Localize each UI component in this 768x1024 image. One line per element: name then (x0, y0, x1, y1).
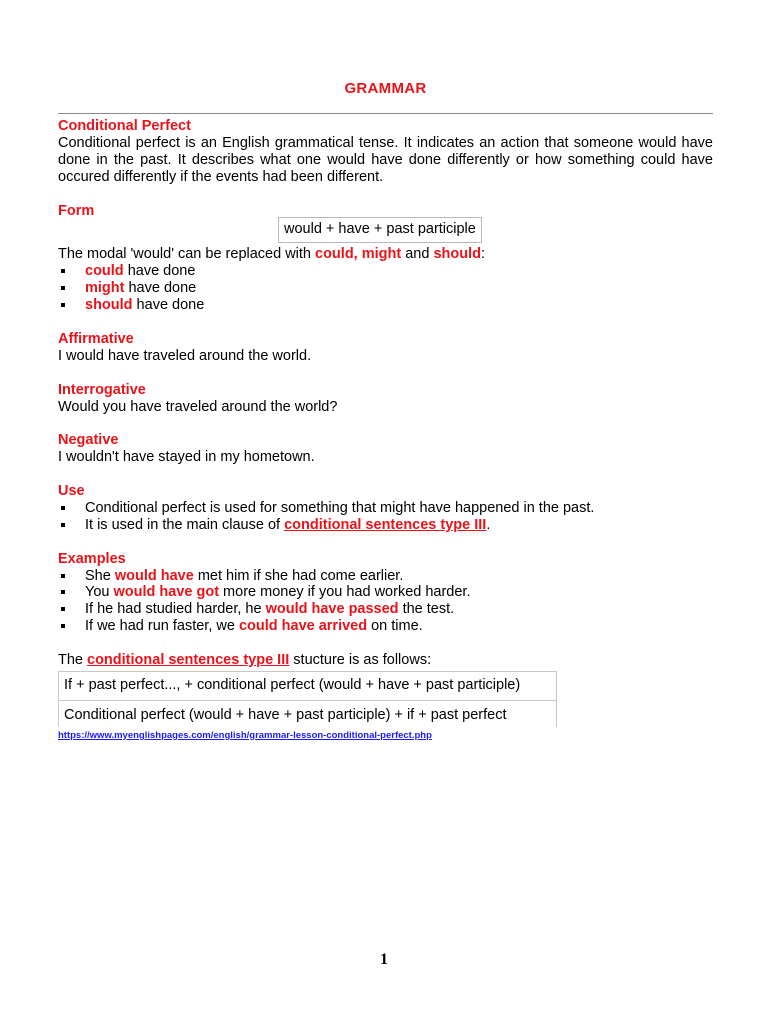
list-item: should have done (58, 297, 713, 314)
section-heading-conditional-perfect: Conditional Perfect (58, 118, 191, 134)
form-formula-box: would + have + past participle (278, 217, 482, 243)
body-text (58, 118, 713, 745)
form-formula-row (58, 219, 713, 246)
conditional-type-3-link[interactable]: conditional sentences type III (284, 516, 487, 533)
page-number: 1 (380, 951, 388, 968)
section-heading-examples: Examples (58, 550, 126, 567)
title-divider (58, 113, 713, 114)
section-heading-negative: Negative (58, 432, 119, 449)
modal-replacement-line: The modal 'would' can be replaced with could, might and should: (58, 246, 486, 263)
list-item: If he had studied harder, he would have passed the test. (58, 601, 713, 618)
list-item: You would have got more money if you had worked harder. (58, 584, 713, 601)
intro-paragraph: Conditional perfect is an English grammatical tense. It indicates an action that someone would have done in the past. It describes what one would have done differently or how something could have occured differently if the events had been different. (58, 134, 713, 185)
examples-list (58, 568, 713, 636)
source-url-link[interactable]: https://www.myenglishpages.com/english/grammar-lesson-conditional-perfect.php (58, 729, 432, 741)
list-item: Conditional perfect is used for something that might have happened in the past. (58, 500, 713, 517)
structure-table (58, 671, 557, 727)
section-heading-interrogative: Interrogative (58, 381, 146, 398)
modal-bold-should: should (433, 246, 481, 263)
list-item: She would have met him if she had come earlier. (58, 568, 713, 585)
interrogative-example: Would you have traveled around the world? (58, 398, 338, 415)
structure-row-if-first: If + past perfect..., + conditional perfect (would + have + past participle) (59, 671, 557, 701)
modal-bold-could-might: could, might (315, 246, 402, 263)
modal-list (58, 263, 713, 314)
negative-example: I wouldn't have stayed in my hometown. (58, 449, 315, 466)
section-heading-use: Use (58, 483, 85, 500)
affirmative-example: I would have traveled around the world. (58, 347, 312, 364)
list-item: It is used in the main clause of conditional sentences type III. (58, 517, 713, 534)
list-item: could have done (58, 263, 713, 280)
list-item: might have done (58, 280, 713, 297)
section-heading-affirmative: Affirmative (58, 330, 134, 347)
structure-row-conditional-first: Conditional perfect (would + have + past participle) + if + past perfect (59, 701, 557, 727)
structure-intro: The conditional sentences type III stucture is as follows: (58, 652, 432, 669)
use-list (58, 500, 713, 534)
conditional-type-3-link[interactable]: conditional sentences type III (87, 652, 290, 669)
list-item: If we had run faster, we could have arrived on time. (58, 618, 713, 635)
section-heading-form: Form (58, 202, 95, 219)
page-title: GRAMMAR (344, 80, 427, 97)
